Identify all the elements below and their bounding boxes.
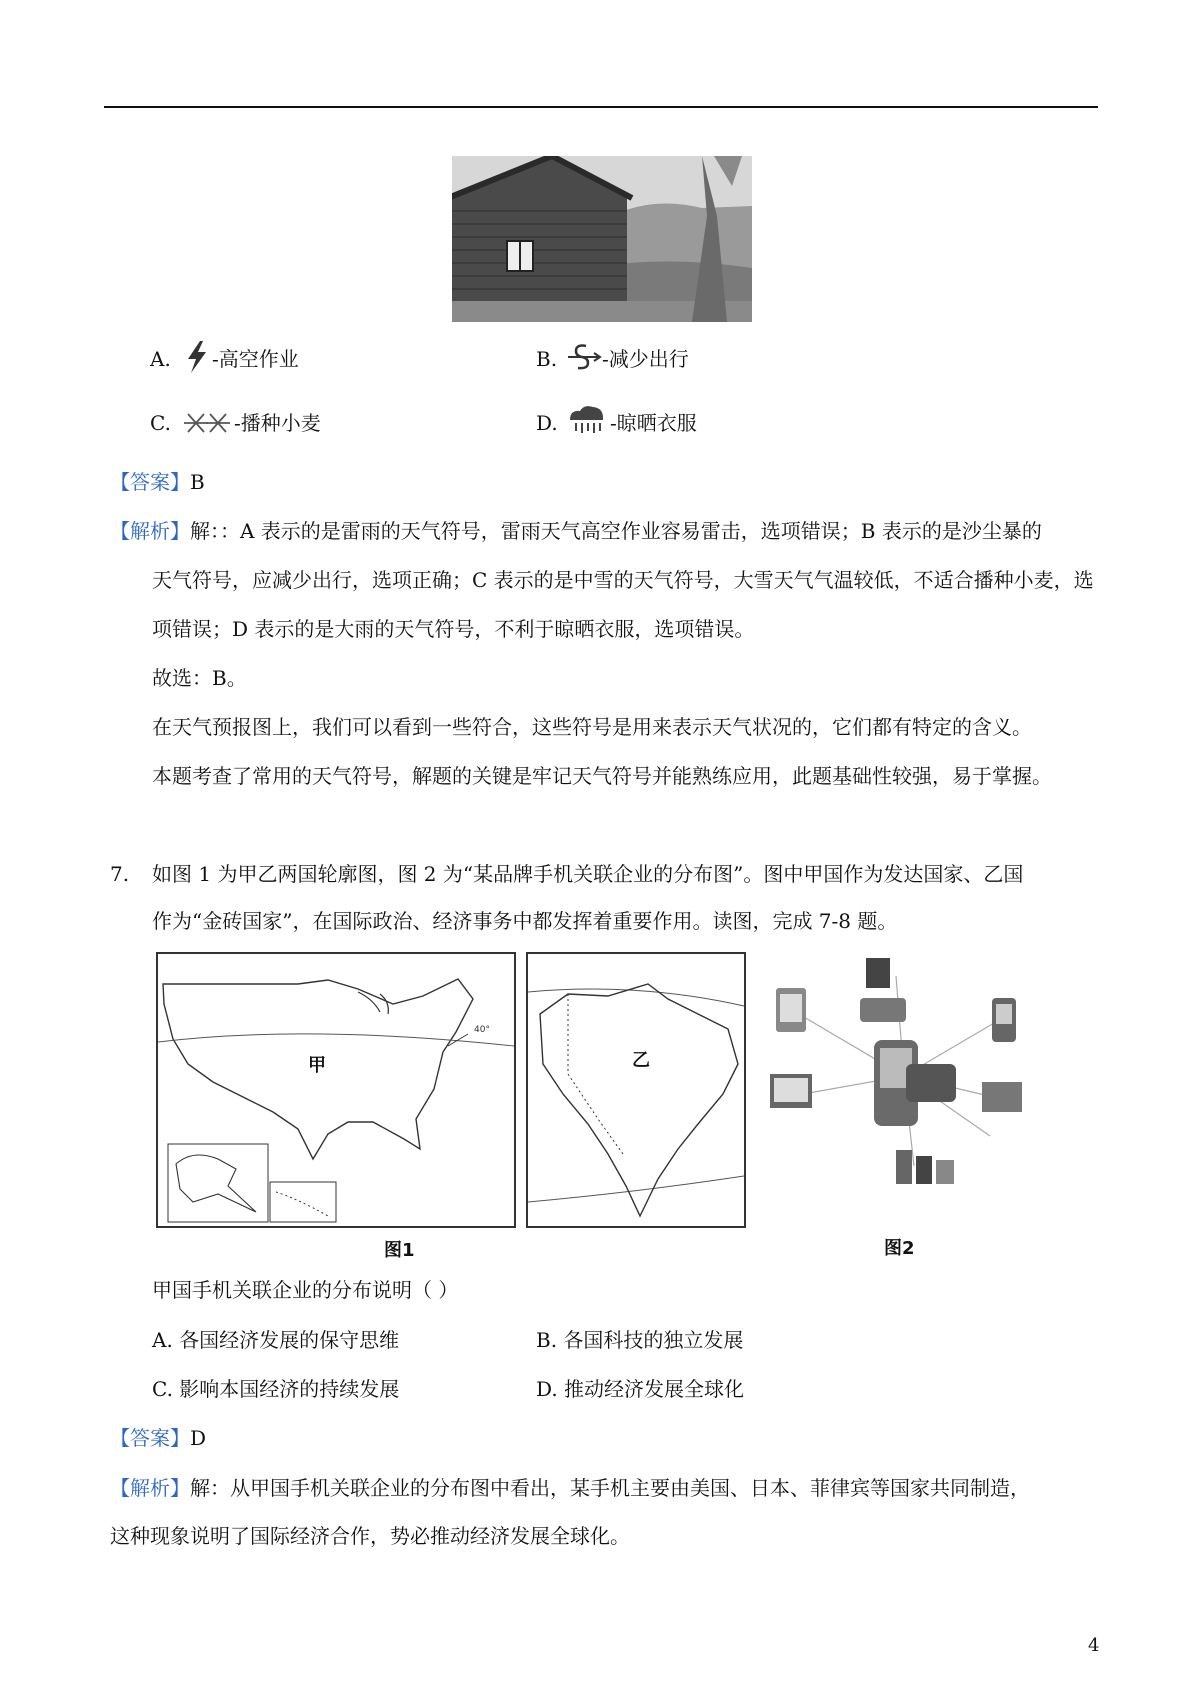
- q7-stem-line-1: 如图 1 为甲乙两国轮廓图，图 2 为“某品牌手机关联企业的分布图”。图中甲国作为发达国家、乙国: [152, 862, 1024, 886]
- note-2: 本题考查了常用的天气符号，解题的关键是牢记天气符号并能熟练应用，此题基础性较强，易于掌握。: [152, 764, 1052, 788]
- heavy-rain-icon: [566, 404, 608, 436]
- fig2-caption: 图2: [884, 1238, 915, 1259]
- option-d-text: -晾晒衣服: [610, 411, 697, 435]
- lat-40-label: 40°: [474, 1025, 490, 1035]
- analysis-tag: 解析: [130, 519, 170, 543]
- option-d-row: [536, 409, 558, 437]
- phone-network-diagram: [756, 946, 1052, 1228]
- q7-option-c: C. 影响本国经济的持续发展: [152, 1377, 400, 1401]
- option-letter: B.: [536, 347, 558, 371]
- page-number: 4: [1088, 1635, 1100, 1656]
- option-a-row: [150, 345, 171, 373]
- q7-analysis-line-1: 【解析】解：从甲国手机关联企业的分布图中看出，某手机主要由美国、日本、菲律宾等国家共同制造，: [110, 1476, 1030, 1500]
- label-yi: 乙: [632, 1050, 650, 1071]
- question-number: 7.: [110, 862, 130, 886]
- sandstorm-icon: [566, 342, 602, 372]
- analysis-line-3: 项错误；D 表示的是大雨的天气符号，不利于晾晒衣服，选项错误。: [152, 617, 755, 641]
- label-jia: 甲: [308, 1055, 326, 1076]
- answer-line: 【答案】B: [110, 470, 205, 494]
- answer-tag: 答案: [130, 1426, 170, 1450]
- answer-value: B: [190, 470, 205, 494]
- q7-option-b: B. 各国科技的独立发展: [536, 1328, 744, 1352]
- q7-analysis-line-2: 这种现象说明了国际经济合作，势必推动经济发展全球化。: [110, 1524, 630, 1548]
- q7-question: 甲国手机关联企业的分布说明（ ）: [152, 1278, 459, 1302]
- option-letter: C.: [150, 411, 171, 435]
- lightning-icon: [184, 340, 210, 374]
- q7-option-a: A. 各国经济发展的保守思维: [152, 1328, 400, 1352]
- answer-value: D: [190, 1426, 207, 1450]
- q7-stem-line-2: 作为“金砖国家”，在国际政治、经济事务中都发挥着重要作用。读图，完成 7-8 题。: [152, 909, 898, 933]
- analysis-text: 解：从甲国手机关联企业的分布图中看出，某手机主要由美国、日本、菲律宾等国家共同制造，: [190, 1476, 1030, 1500]
- option-a-text: -高空作业: [212, 347, 299, 371]
- q7-option-d: D. 推动经济发展全球化: [536, 1377, 745, 1401]
- analysis-text: 解：：A 表示的是雷雨的天气符号，雷雨天气高空作业容易雷击，选项错误；B 表示的是沙尘暴的: [190, 519, 1042, 543]
- fig1-caption: 图1: [384, 1240, 415, 1261]
- map-jia: [156, 952, 516, 1228]
- heavy-snow-icon: [184, 408, 232, 438]
- option-letter: D.: [536, 411, 558, 435]
- analysis-line-1: 【解析】解：：A 表示的是雷雨的天气符号，雷雨天气高空作业容易雷击，选项错误；B 表示的是沙尘暴的: [110, 519, 1042, 543]
- option-c-text: -播种小麦: [234, 411, 321, 435]
- option-letter: A.: [150, 347, 171, 371]
- header-rule: [104, 106, 1098, 108]
- note-1: 在天气预报图上，我们可以看到一些符合，这些符号是用来表示天气状况的，它们都有特定的含义。: [152, 715, 1032, 739]
- analysis-line-2: 天气符号，应减少出行，选项正确；C 表示的是中雪的天气符号，大雪天气气温较低，不适合播种小麦，选: [152, 568, 1094, 592]
- analysis-tag: 解析: [130, 1476, 170, 1500]
- answer-tag: 答案: [130, 470, 170, 494]
- conclusion: 故选：B。: [152, 666, 247, 690]
- option-b-text: -减少出行: [602, 347, 689, 371]
- option-b-row: [536, 345, 557, 373]
- log-cabin-photo: [452, 156, 752, 322]
- option-c-row: [150, 409, 171, 437]
- map-yi: [526, 952, 746, 1228]
- q7-answer-line: 【答案】D: [110, 1426, 207, 1450]
